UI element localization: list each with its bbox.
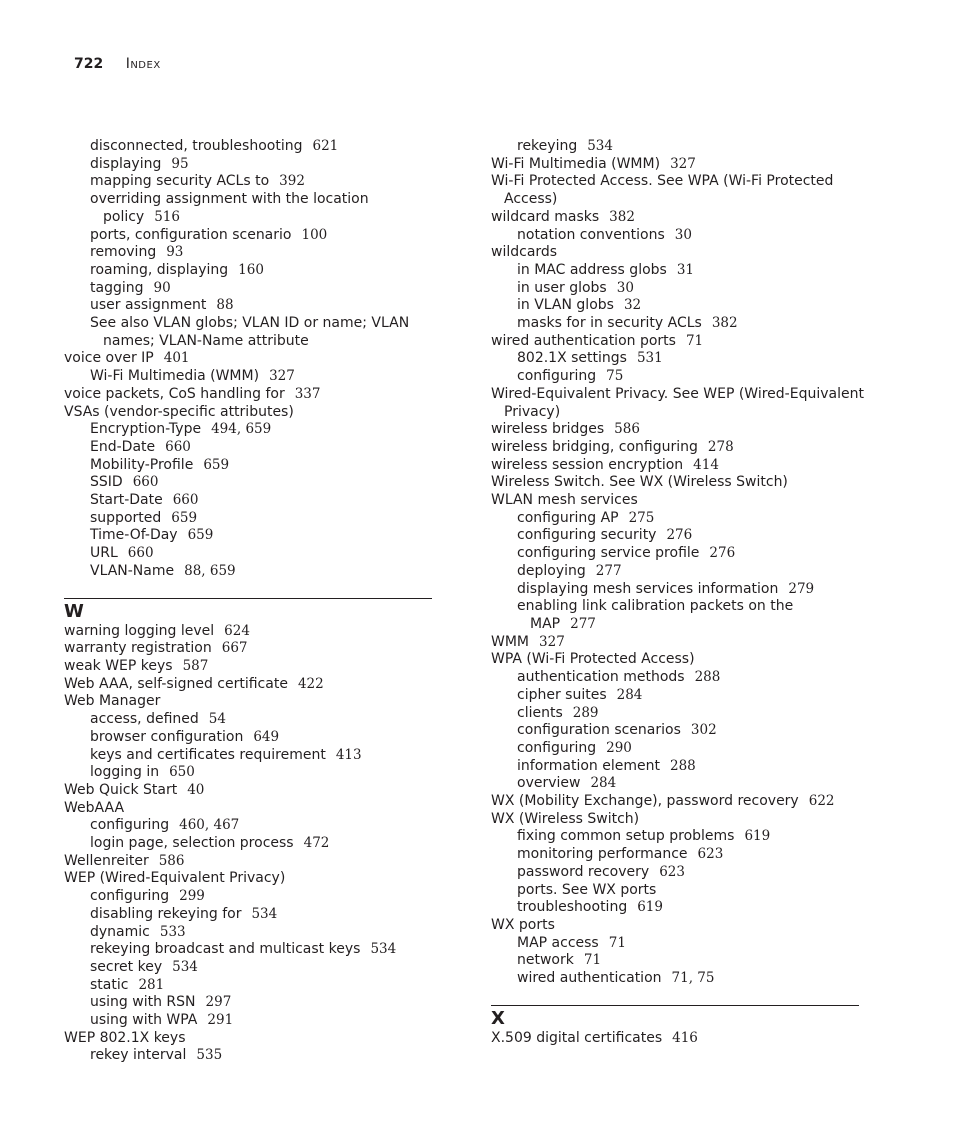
index-entry [491,244,861,262]
entry-term: logging in [90,764,160,781]
entry-term: Web Manager [64,693,161,710]
entry-page-ref: 291 [207,1012,234,1029]
index-entry [64,853,434,871]
index-subentry [64,835,434,853]
entry-term: SSID [90,474,123,491]
entry-page-ref: 392 [279,173,305,190]
index-subentry [491,846,861,864]
entry-page-ref: 327 [539,633,565,650]
entry-term: WMM [491,633,530,650]
entry-page-ref: 382 [711,315,738,332]
entry-page-ref: 624 [224,622,250,639]
entry-term: password recovery [517,863,650,880]
entry-term: configuring service profile [517,545,700,562]
entry-term: WEP (Wired-Equivalent Privacy) [64,870,286,887]
entry-page-ref: 494, 659 [211,421,272,438]
entry-page-ref: 71 [608,934,626,951]
entry-term: displaying [90,155,162,172]
entry-term: wireless session encryption [491,456,684,473]
section-header [491,1005,861,1030]
entry-term: wildcards [491,244,558,261]
index-subentry [491,705,861,723]
index-subentry [491,616,861,634]
entry-page-ref: 659 [203,456,230,473]
entry-term: enabling link calibration packets on the [517,598,794,615]
index-entry [64,404,434,422]
section-rule [491,1005,859,1006]
index-entry [64,693,434,711]
index-subentry [491,280,861,298]
entry-term: Time-Of-Day [90,527,178,544]
entry-term: WX (Mobility Exchange), password recovery [491,793,799,810]
index-entry [491,404,861,422]
index-subentry [491,722,861,740]
entry-page-ref: 623 [659,863,685,880]
index-subentry [491,828,861,846]
entry-term: Wired-Equivalent Privacy. See WEP (Wired-Equivalent [491,385,864,402]
index-subentry [64,280,434,298]
index-column-right [491,138,864,1047]
index-entry [64,640,434,658]
index-entry [64,676,434,694]
index-entry [64,386,434,404]
entry-page-ref: 534 [251,905,278,922]
index-subentry [64,439,434,457]
entry-page-ref: 531 [636,350,663,367]
page-number: 722 [74,56,104,72]
entry-page-ref: 622 [808,793,835,810]
index-subentry [491,315,861,333]
index-subentry [64,563,434,581]
entry-term: X.509 digital certificates [491,1029,663,1046]
entry-page-ref: 534 [172,958,198,975]
entry-term: wireless bridging, configuring [491,438,698,455]
section-rule [64,598,432,599]
index-subentry [491,669,861,687]
entry-page-ref: 660 [172,492,199,509]
entry-term: voice packets, CoS handling for [64,385,285,402]
entry-page-ref: 32 [623,297,642,314]
index-column-left [64,138,434,1065]
entry-term: wired authentication [517,970,662,987]
entry-term: weak WEP keys [64,657,173,674]
entry-term: names; VLAN-Name attribute [103,332,309,349]
entry-page-ref: 619 [744,828,771,845]
entry-term: user assignment [90,297,207,314]
entry-term: disconnected, troubleshooting [90,138,303,154]
entry-page-ref: 30 [674,226,692,243]
entry-page-ref: 413 [335,746,362,763]
entry-term: Start-Date [90,492,163,509]
index-subentry [64,959,434,977]
entry-term: WX (Wireless Switch) [491,810,640,827]
entry-term: Wi-Fi Multimedia (WMM) [90,368,260,385]
entry-page-ref: 275 [628,509,655,526]
entry-term: ports. See WX ports [517,881,657,898]
index-entry [491,474,861,492]
entry-page-ref: 299 [179,888,205,905]
entry-term: configuring [90,888,170,905]
index-subentry [64,315,434,333]
entry-page-ref: 277 [570,615,596,632]
index-subentry [64,244,434,262]
entry-term: in user globs [517,279,607,296]
index-subentry [491,563,861,581]
index-subentry [491,935,861,953]
entry-term: overriding assignment with the location [90,191,369,208]
entry-term: ports, configuration scenario [90,226,292,243]
entry-term: Access) [504,191,558,208]
index-entry [64,350,434,368]
entry-term: 802.1X settings [517,350,627,367]
index-subentry [64,817,434,835]
entry-page-ref: 472 [303,835,330,852]
index-subentry [491,740,861,758]
index-subentry [64,138,434,156]
entry-term: rekeying broadcast and multicast keys [90,941,361,958]
index-subentry [491,687,861,705]
entry-page-ref: 337 [294,385,321,402]
entry-term: configuring [517,739,597,756]
index-subentry [64,457,434,475]
entry-page-ref: 382 [609,208,635,225]
entry-page-ref: 95 [171,155,189,172]
entry-term: WebAAA [64,799,125,816]
entry-page-ref: 71 [583,952,602,969]
index-subentry [64,729,434,747]
entry-page-ref: 401 [163,350,190,367]
entry-term: configuring AP [517,509,619,526]
index-entry [64,1030,434,1048]
entry-term: wildcard masks [491,208,600,225]
index-subentry [64,173,434,191]
entry-page-ref: 302 [690,722,717,739]
entry-term: Wireless Switch. See WX (Wireless Switch) [491,474,788,491]
entry-page-ref: 290 [606,739,632,756]
index-subentry [491,775,861,793]
entry-page-ref: 75 [606,368,624,385]
entry-page-ref: 422 [297,675,324,692]
entry-term: notation conventions [517,226,665,243]
entry-term: keys and certificates requirement [90,746,326,763]
entry-term: authentication methods [517,669,685,686]
entry-term: masks for in security ACLs [517,315,702,332]
index-subentry [491,758,861,776]
entry-term: browser configuration [90,728,244,745]
entry-page-ref: 460, 467 [179,817,240,834]
index-subentry [64,1012,434,1030]
entry-term: displaying mesh services information [517,580,779,597]
entry-page-ref: 587 [182,657,209,674]
index-subentry [491,350,861,368]
entry-term: voice over IP [64,350,154,367]
entry-term: WEP 802.1X keys [64,1029,186,1046]
index-entry [491,492,861,510]
entry-term: login page, selection process [90,835,294,852]
entry-page-ref: 93 [166,244,184,261]
entry-page-ref: 288 [669,757,696,774]
index-subentry [491,227,861,245]
entry-page-ref: 621 [312,138,339,154]
entry-term: configuration scenarios [517,722,681,739]
index-entry [491,917,861,935]
index-entry [491,421,861,439]
section-letter: W [64,600,84,622]
entry-term: warranty registration [64,640,212,657]
entry-term: removing [90,244,157,261]
entry-page-ref: 30 [616,279,634,296]
entry-term: warning logging level [64,622,215,639]
entry-term: deploying [517,562,586,579]
entry-term: wireless bridges [491,421,605,438]
index-subentry [64,368,434,386]
entry-page-ref: 289 [572,704,599,721]
entry-term: Wellenreiter [64,852,149,869]
index-entry [491,385,864,404]
entry-page-ref: 586 [158,852,185,869]
index-subentry [64,545,434,563]
entry-term: Web AAA, self-signed certificate [64,675,288,692]
entry-term: supported [90,509,162,526]
index-subentry [64,1047,434,1065]
index-subentry [64,764,434,782]
index-subentry [64,156,434,174]
index-subentry [491,598,861,616]
entry-page-ref: 100 [301,226,328,243]
entry-term: MAP [530,615,561,632]
entry-term: Web Quick Start [64,781,178,798]
entry-page-ref: 534 [587,138,613,154]
entry-term: VLAN-Name [90,562,175,579]
index-entry [64,658,434,676]
index-subentry [64,262,434,280]
index-entry [64,870,434,888]
index-entry [491,634,861,652]
index-entry [64,623,434,641]
entry-page-ref: 660 [127,545,154,562]
index-entry [491,173,861,191]
index-entry [491,793,861,811]
index-subentry [491,297,861,315]
entry-page-ref: 649 [253,728,280,745]
entry-page-ref: 71 [685,332,704,349]
index-subentry [64,747,434,765]
index-subentry [491,262,861,280]
entry-term: network [517,952,574,969]
index-entry [491,209,861,227]
index-subentry [64,977,434,995]
index-subentry [491,527,861,545]
entry-term: policy [103,208,145,225]
entry-term: Encryption-Type [90,421,202,438]
index-subentry [491,368,861,386]
entry-page-ref: 284 [616,686,643,703]
index-entry [64,782,434,800]
entry-term: dynamic [90,923,150,940]
entry-page-ref: 667 [221,640,248,657]
entry-term: rekey interval [90,1047,187,1064]
entry-term: overview [517,775,581,792]
index-subentry [64,510,434,528]
index-entry [491,457,861,475]
entry-term: configuring [517,368,597,385]
index-subentry [64,941,434,959]
entry-page-ref: 278 [707,438,734,455]
entry-page-ref: 660 [165,438,191,455]
entry-page-ref: 279 [788,580,815,597]
index-subentry [491,510,861,528]
entry-page-ref: 533 [159,923,186,940]
entry-page-ref: 71, 75 [671,970,715,987]
index-entry [491,333,861,351]
entry-page-ref: 281 [138,976,165,993]
entry-page-ref: 90 [153,279,171,296]
section-header [64,598,434,623]
entry-term: roaming, displaying [90,261,229,278]
index-entry [64,800,434,818]
entry-term: WX ports [491,916,555,933]
index-subentry [64,333,434,351]
entry-term: troubleshooting [517,899,628,916]
entry-term: Wi-Fi Multimedia (WMM) [491,155,661,172]
index-entry [491,1030,861,1048]
entry-term: in MAC address globs [517,261,667,278]
entry-page-ref: 276 [666,527,693,544]
entry-term: access, defined [90,711,199,728]
index-entry [491,811,861,829]
entry-page-ref: 160 [238,261,264,278]
entry-term: MAP access [517,934,599,951]
entry-term: WLAN mesh services [491,492,638,509]
entry-page-ref: 650 [169,764,195,781]
entry-term: clients [517,704,563,721]
entry-page-ref: 327 [670,155,696,172]
index-subentry [64,421,434,439]
entry-term: using with RSN [90,994,196,1011]
entry-page-ref: 327 [269,368,295,385]
entry-page-ref: 284 [590,775,617,792]
index-entry [491,651,861,669]
entry-page-ref: 416 [672,1029,698,1046]
index-subentry [64,474,434,492]
index-subentry [64,492,434,510]
index-subentry [64,191,434,209]
entry-term: in VLAN globs [517,297,614,314]
entry-term: See also VLAN globs; VLAN ID or name; VLAN [90,315,410,332]
entry-page-ref: 619 [637,899,663,916]
entry-page-ref: 297 [205,994,232,1011]
index-subentry [491,138,861,156]
entry-term: Mobility-Profile [90,456,194,473]
index-subentry [64,906,434,924]
index-subentry [491,952,861,970]
index-subentry [491,882,861,900]
entry-term: Privacy) [504,403,561,420]
entry-term: VSAs (vendor-specific attributes) [64,403,294,420]
index-subentry [64,297,434,315]
entry-page-ref: 534 [370,941,397,958]
index-subentry [64,711,434,729]
entry-page-ref: 54 [208,711,226,728]
index-subentry [491,581,861,599]
index-subentry [491,545,861,563]
entry-page-ref: 659 [187,527,214,544]
entry-term: static [90,976,129,993]
entry-term: End-Date [90,438,156,455]
index-subentry [64,888,434,906]
entry-term: monitoring performance [517,846,688,863]
index-subentry [64,527,434,545]
entry-term: using with WPA [90,1012,198,1029]
entry-term: mapping security ACLs to [90,173,270,190]
entry-page-ref: 535 [196,1047,223,1064]
entry-page-ref: 88, 659 [184,562,236,579]
entry-page-ref: 516 [154,208,180,225]
entry-page-ref: 623 [697,846,724,863]
page-header [74,56,161,72]
entry-term: URL [90,545,118,562]
entry-term: disabling rekeying for [90,905,242,922]
entry-term: tagging [90,279,144,296]
index-subentry [64,994,434,1012]
index-subentry [491,899,861,917]
entry-page-ref: 276 [709,545,736,562]
section-letter: X [491,1007,505,1029]
entry-page-ref: 659 [171,509,198,526]
entry-term: fixing common setup problems [517,828,735,845]
entry-page-ref: 31 [676,261,695,278]
index-entry [491,439,861,457]
running-title: Index [125,56,161,72]
index-entry [491,191,861,209]
entry-page-ref: 660 [132,474,159,491]
index-subentry [491,864,861,882]
entry-term: WPA (Wi-Fi Protected Access) [491,651,695,668]
entry-term: rekeying [517,138,578,154]
entry-term: wired authentication ports [491,332,676,349]
entry-term: Wi-Fi Protected Access. See WPA (Wi-Fi Protected [491,173,834,190]
entry-term: cipher suites [517,686,607,703]
index-subentry [64,924,434,942]
entry-page-ref: 414 [693,456,719,473]
entry-page-ref: 288 [694,669,721,686]
index-subentry [64,209,434,227]
entry-page-ref: 88 [216,297,234,314]
entry-page-ref: 40 [187,781,205,798]
index-subentry [491,970,861,988]
entry-term: configuring security [517,527,657,544]
index-entry [491,156,861,174]
entry-page-ref: 586 [614,421,640,438]
entry-term: configuring [90,817,170,834]
entry-term: information element [517,757,660,774]
entry-term: secret key [90,958,163,975]
index-subentry [64,227,434,245]
entry-page-ref: 277 [595,562,622,579]
